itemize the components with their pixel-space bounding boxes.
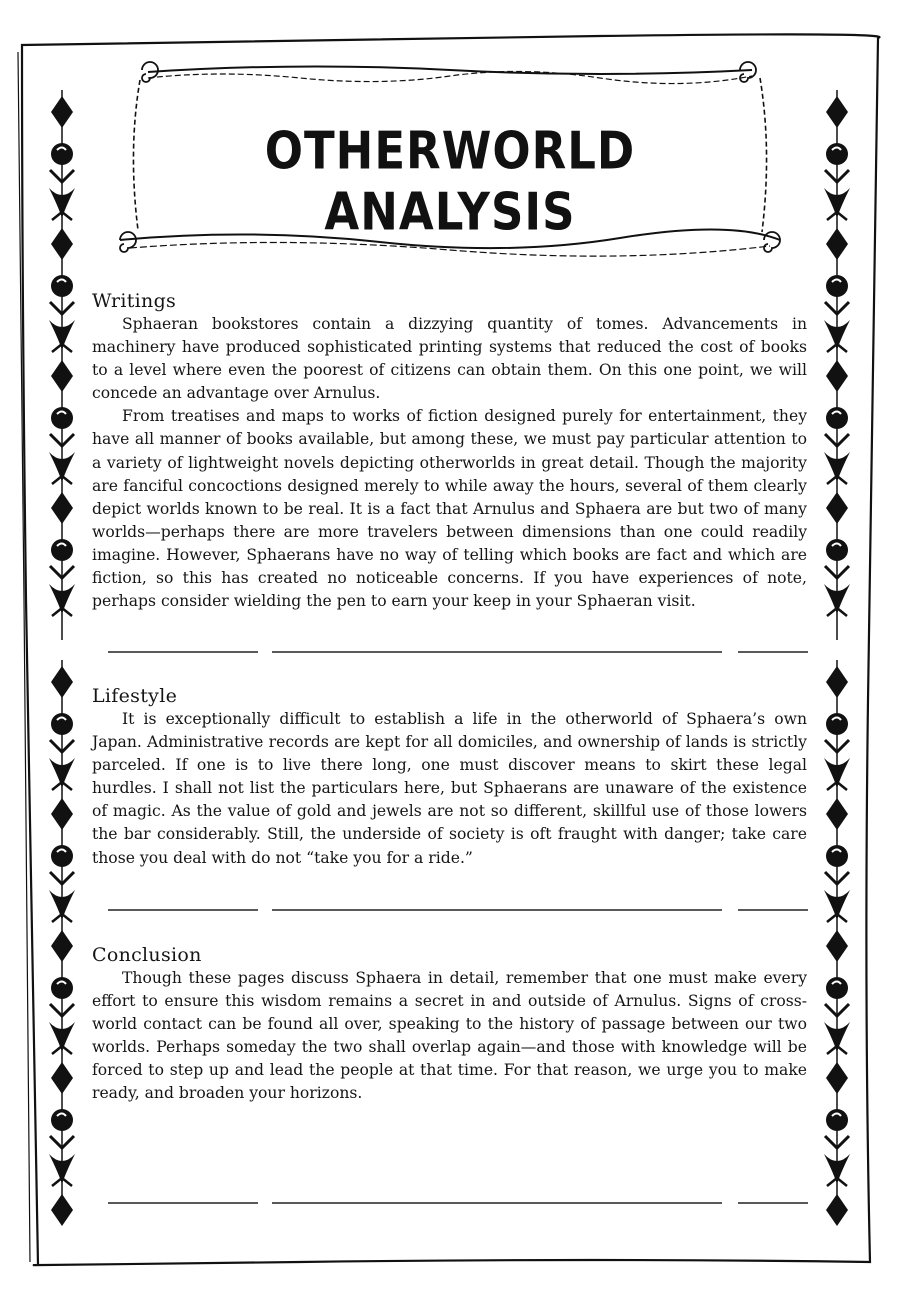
orb-ornament xyxy=(51,713,73,735)
diamond-ornament xyxy=(51,360,73,392)
diamond-ornament xyxy=(51,666,73,698)
section-writings xyxy=(92,289,807,613)
diamond-ornament xyxy=(826,666,848,698)
banner-top-flourish xyxy=(148,66,752,74)
right-tribal-ornament-column xyxy=(824,90,850,1226)
paragraph: It is exceptionally difficult to establish a life in the otherworld of Sphaera’s own Japan. Administrative records are kept for all domiciles, and ownership of lands is strictly parceled. If one is to live there long, one must discover means to skirt these legal hurdles. I shall not list the particulars here, but Sphaerans are unaware of the existence of magic. As the value of gold and jewels are not so different, skillful use of those lowers the bar considerably. Still, the underside of society is oft fraught with danger; take care those you deal with do not “take you for a ride.” xyxy=(92,710,807,867)
border-line xyxy=(18,52,30,1262)
curl-ornament xyxy=(764,232,780,252)
banner-right-edge xyxy=(760,78,767,232)
diamond-ornament xyxy=(826,228,848,260)
diamond-ornament xyxy=(826,1194,848,1226)
orb-ornament xyxy=(826,713,848,735)
diamond-ornament xyxy=(826,930,848,962)
paragraph: Though these pages discuss Sphaera in detail, remember that one must make every effort to ensure this wisdom remains a secret in and outside of Arnulus. Signs of cross-world contact can be found all over, speaking to the history of passage between our two worlds. Perhaps someday the two shall overlap again—and those with knowledge will be forced to step up and lead the people at that time. For that reason, we urge you to make ready, and broaden your horizons. xyxy=(92,969,807,1103)
curl-ornament xyxy=(120,232,136,252)
diamond-ornament xyxy=(51,96,73,128)
orb-ornament xyxy=(51,539,73,561)
divider-line xyxy=(272,910,722,911)
diamond-ornament xyxy=(826,96,848,128)
diamond-ornament xyxy=(51,1194,73,1226)
section-heading-conclusion: Conclusion xyxy=(92,944,202,966)
left-tribal-ornament-column xyxy=(49,90,75,1226)
orb-ornament xyxy=(51,1109,73,1131)
orb-ornament xyxy=(51,275,73,297)
orb-ornament xyxy=(826,275,848,297)
diamond-ornament xyxy=(51,228,73,260)
diamond-ornament xyxy=(826,798,848,830)
diamond-ornament xyxy=(51,930,73,962)
orb-ornament xyxy=(826,143,848,165)
diamond-ornament xyxy=(51,492,73,524)
orb-ornament xyxy=(51,143,73,165)
orb-ornament xyxy=(51,407,73,429)
banner-bottom-flourish xyxy=(130,242,770,256)
orb-ornament xyxy=(826,1109,848,1131)
section-heading-lifestyle: Lifestyle xyxy=(92,685,178,707)
orb-ornament xyxy=(826,539,848,561)
paragraph: From treatises and maps to works of fiction designed purely for entertainment, they have all manner of books available, but among these, we must pay particular attention to a variety of lightweight novels depicting otherworlds in great detail. Though the majority are fanciful concoctions designed merely to while away the hours, several of them clearly depict worlds known to be real. It is a fact that Arnulus and Sphaera are but two of many worlds—perhaps there are more travelers between dimensions than one could readily imagine. However, Sphaerans have no way of telling which books are fact and which are fiction, so this has created no noticeable concerns. If you have experiences of note, perhaps consider wielding the pen to earn your keep in your Sphaeran visit. xyxy=(92,407,807,611)
curl-ornament xyxy=(740,62,756,82)
diamond-ornament xyxy=(826,1062,848,1094)
page-title: OTHERWORLD ANALYSIS xyxy=(264,120,636,242)
diamond-ornament xyxy=(826,360,848,392)
divider-line xyxy=(272,652,722,653)
orb-ornament xyxy=(51,977,73,999)
orb-ornament xyxy=(826,407,848,429)
orb-ornament xyxy=(826,845,848,867)
divider-line xyxy=(272,1203,722,1204)
diamond-ornament xyxy=(51,798,73,830)
diamond-ornament xyxy=(51,1062,73,1094)
orb-ornament xyxy=(826,977,848,999)
orb-ornament xyxy=(51,845,73,867)
paragraph: Sphaeran bookstores contain a dizzying quantity of tomes. Advancements in machinery have produced sophisticated printing systems that reduced the cost of books to a level where even the poorest of citizens can obtain them. On this one point, we will concede an advantage over Arnulus. xyxy=(92,315,807,403)
section-lifestyle xyxy=(92,684,807,870)
diamond-ornament xyxy=(826,492,848,524)
banner-left-edge xyxy=(133,80,140,230)
section-heading-writings: Writings xyxy=(92,290,177,312)
section-conclusion xyxy=(92,943,807,1106)
